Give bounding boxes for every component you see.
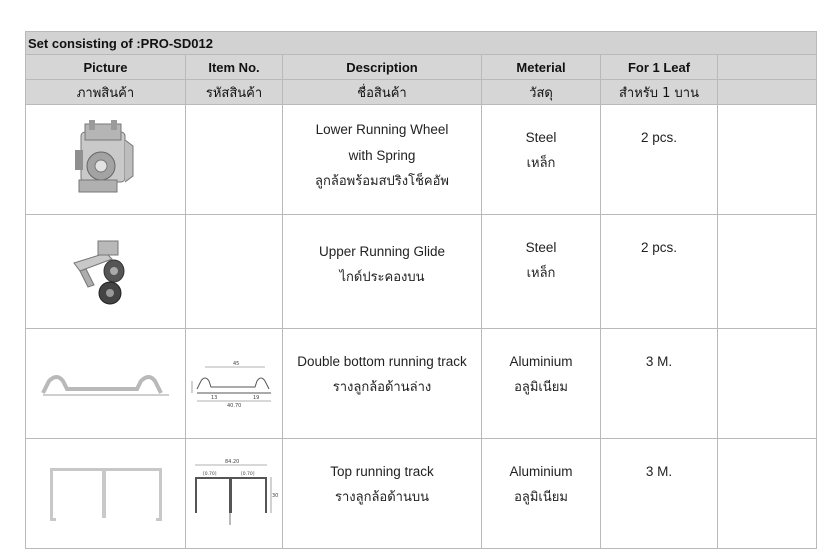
quantity-cell: 3 M. <box>601 439 718 549</box>
description-cell <box>283 215 482 329</box>
description-cell <box>283 329 482 439</box>
dim-top-left: [0.70] <box>203 471 217 477</box>
top-track-drawing-cell <box>186 439 283 549</box>
description-line-thai: ไกด์ประคองบน <box>339 270 425 285</box>
header-empty-thai <box>718 80 817 105</box>
quantity-cell: 2 pcs. <box>601 215 718 329</box>
header-picture: Picture <box>26 55 186 80</box>
dim-track-sub-b: 19 <box>253 394 260 401</box>
dim-top-height: 30 <box>272 492 279 499</box>
material-en: Aluminium <box>509 464 573 479</box>
header-material-thai: วัสดุ <box>482 80 601 105</box>
header-picture-thai: ภาพสินค้า <box>26 80 186 105</box>
dim-top-right: [0.70] <box>241 471 255 477</box>
material-cell <box>482 215 601 329</box>
material-cell <box>482 439 601 549</box>
product-set-table <box>25 31 817 549</box>
header-row <box>26 55 817 80</box>
empty-cell <box>718 215 817 329</box>
top-track-image <box>46 464 166 524</box>
header-description: Description <box>283 55 482 80</box>
top-track-drawing <box>189 459 279 529</box>
header-item-no-thai: รหัสสินค้า <box>186 80 283 105</box>
description-line-thai: ลูกล้อพร้อมสปริงโช็คอัพ <box>315 174 449 189</box>
empty-cell <box>718 329 817 439</box>
picture-double-bottom-track <box>26 329 186 439</box>
header-for-1-leaf: For 1 Leaf <box>601 55 718 80</box>
table-row <box>26 439 817 549</box>
header-material: Meterial <box>482 55 601 80</box>
empty-cell <box>718 439 817 549</box>
description-line: Double bottom running track <box>297 354 467 369</box>
empty-cell <box>718 105 817 215</box>
lower-wheel-image <box>71 120 141 200</box>
description-line-thai: รางลูกล้อด้านล่าง <box>332 380 432 395</box>
material-cell <box>482 105 601 215</box>
header-description-thai: ชื่อสินค้า <box>283 80 482 105</box>
header-item-no: Item No. <box>186 55 283 80</box>
table-row <box>26 215 817 329</box>
table-row <box>26 329 817 439</box>
header-empty <box>718 55 817 80</box>
description-line: with Spring <box>348 148 416 163</box>
quantity-cell: 2 pcs. <box>601 105 718 215</box>
picture-lower-running-wheel <box>26 105 186 215</box>
description-cell <box>283 439 482 549</box>
quantity-cell: 3 M. <box>601 329 718 439</box>
dim-track-sub-a: 13 <box>211 394 218 401</box>
description-line-thai: รางลูกล้อด้านบน <box>334 490 429 505</box>
material-cell <box>482 329 601 439</box>
picture-top-running-track <box>26 439 186 549</box>
bottom-track-drawing <box>189 359 279 409</box>
material-thai: อลูมิเนียม <box>514 490 568 505</box>
table-row <box>26 105 817 215</box>
description-cell <box>283 105 482 215</box>
material-thai: เหล็ก <box>526 156 556 171</box>
upper-glide-image <box>66 237 146 307</box>
header-for-1-leaf-thai: สำหรับ 1 บาน <box>601 80 718 105</box>
material-thai: เหล็ก <box>526 266 556 281</box>
material-en: Aluminium <box>509 354 573 369</box>
bottom-track-image <box>41 369 171 399</box>
material-en: Steel <box>525 130 557 145</box>
set-title: Set consisting of :PRO-SD012 <box>26 32 817 55</box>
item-no-cell <box>186 105 283 215</box>
table-title-row <box>26 32 817 55</box>
dim-track-width: 45 <box>233 360 240 367</box>
material-thai: อลูมิเนียม <box>514 380 568 395</box>
header-row-thai <box>26 80 817 105</box>
item-no-cell <box>186 215 283 329</box>
picture-upper-running-glide <box>26 215 186 329</box>
dim-top-width: 84.20 <box>225 458 240 465</box>
description-line: Upper Running Glide <box>318 244 446 259</box>
material-en: Steel <box>525 240 557 255</box>
description-line: Lower Running Wheel <box>315 122 449 137</box>
dim-track-total: 40.70 <box>227 402 242 409</box>
bottom-track-drawing-cell <box>186 329 283 439</box>
description-line: Top running track <box>330 464 434 479</box>
